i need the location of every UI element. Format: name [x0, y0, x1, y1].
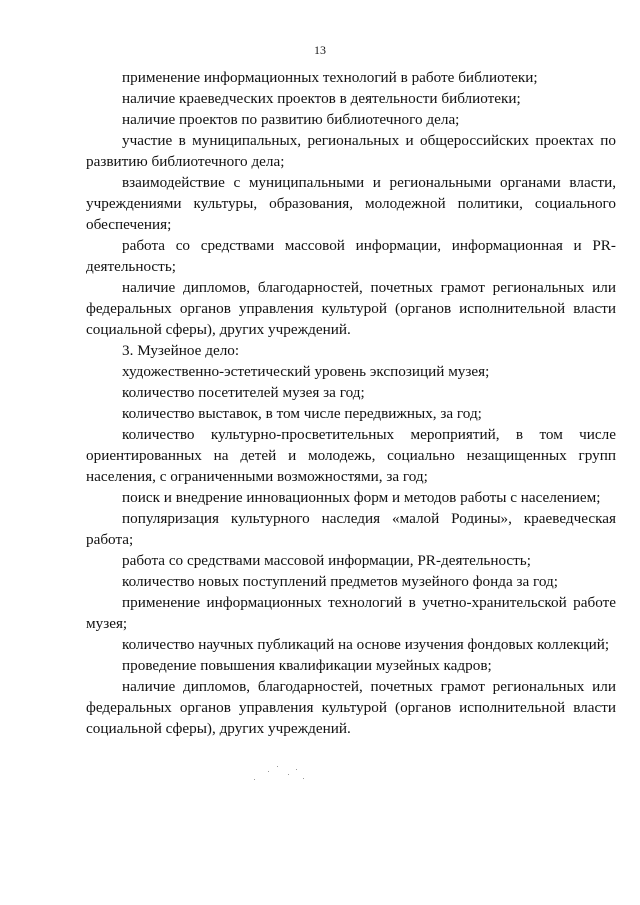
paragraph: наличие дипломов, благодарностей, почетных грамот региональных или федеральных органов управления культурой (органов исполнительной власти социальной сферы), других учреждений. — [86, 279, 616, 338]
scan-speck — [254, 779, 255, 780]
scan-speck — [296, 769, 297, 770]
page-number: 13 — [314, 43, 326, 57]
paragraph: применение информационных технологий в работе библиотеки; — [122, 69, 538, 86]
paragraph: работа со средствами массовой информации, PR-деятельность; — [122, 552, 531, 569]
paragraph: проведение повышения квалификации музейных кадров; — [122, 657, 492, 674]
paragraph: количество научных публикаций на основе изучения фондовых коллекций; — [122, 636, 610, 653]
paragraph: наличие проектов по развитию библиотечного дела; — [122, 111, 460, 128]
paragraph: количество выставок, в том числе передвижных, за год; — [122, 405, 482, 422]
paragraph: количество посетителей музея за год; — [122, 384, 365, 401]
paragraph: участие в муниципальных, региональных и общероссийских проектах по развитию библиотечного дела; — [86, 132, 616, 170]
paragraph: применение информационных технологий в учетно-хранительской работе музея; — [86, 594, 616, 632]
paragraph: популяризация культурного наследия «малой Родины», краеведческая работа; — [86, 510, 616, 548]
paragraph: поиск и внедрение инновационных форм и методов работы с населением; — [122, 489, 601, 506]
paragraph: художественно-эстетический уровень экспозиций музея; — [122, 363, 490, 380]
scan-speck — [277, 766, 278, 767]
paragraph: количество новых поступлений предметов музейного фонда за год; — [122, 573, 558, 590]
paragraph: работа со средствами массовой информации, информационная и PR-деятельность; — [86, 237, 616, 275]
scan-speck — [288, 774, 289, 775]
paragraph: количество культурно-просветительных мероприятий, в том числе ориентированных на детей и молодежь, социально незащищенных групп населения, с ограниченными возможностями, за год; — [86, 426, 616, 485]
document-body — [86, 67, 616, 739]
paragraph: наличие дипломов, благодарностей, почетных грамот региональных или федеральных органов управления культурой (органов исполнительной власти социальной сферы), других учреждений. — [86, 678, 616, 737]
paragraph: наличие краеведческих проектов в деятельности библиотеки; — [122, 90, 521, 107]
scan-speck — [268, 771, 269, 772]
scan-speck — [303, 778, 304, 779]
paragraph: взаимодействие с муниципальными и региональными органами власти, учреждениями культуры, образования, молодежной политики, социального обеспечения; — [86, 174, 616, 233]
section-heading: 3. Музейное дело: — [122, 342, 240, 359]
